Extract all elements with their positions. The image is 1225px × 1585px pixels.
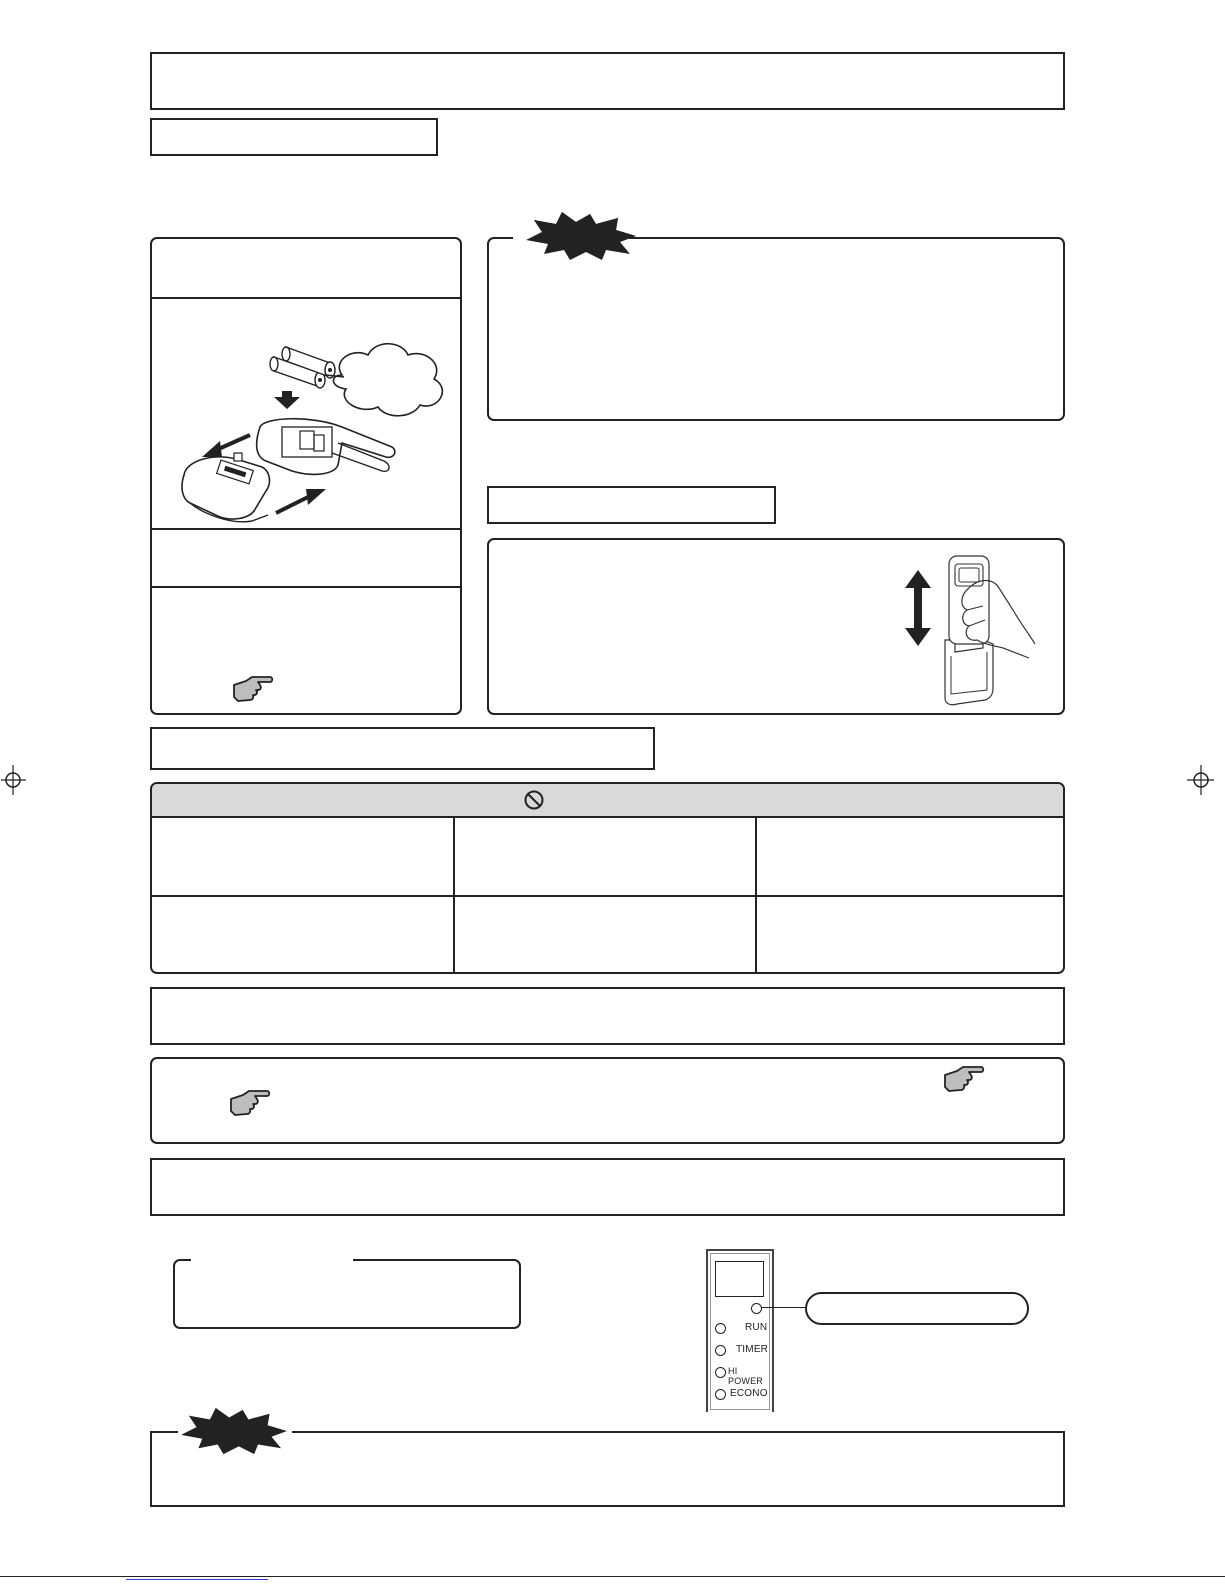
prohibited-locations-table — [150, 782, 1065, 974]
note-panel — [487, 237, 1065, 421]
prohibited-icon — [523, 789, 545, 811]
timer-label: TIMER — [736, 1344, 769, 1355]
battery-install-panel — [150, 237, 462, 715]
registration-mark-right — [1184, 762, 1216, 798]
section-heading-battery — [150, 118, 438, 156]
hi-power-label: HI POWER — [728, 1366, 764, 1386]
note-burst-icon-overlay — [522, 210, 640, 262]
registration-mark-left — [0, 762, 28, 798]
table-header — [152, 784, 1063, 818]
receiver-callout — [805, 1292, 1029, 1325]
battery-insertion-illustration — [162, 335, 454, 531]
indicator-panel — [706, 1249, 774, 1412]
timer-lamp — [715, 1345, 726, 1356]
remote-in-holder-illustration — [939, 548, 1039, 708]
pointing-hand-icon — [232, 675, 274, 705]
remote-holder-panel — [487, 538, 1065, 715]
info-box-3 — [150, 1158, 1065, 1216]
double-arrow-icon — [903, 568, 933, 648]
callout-leader-line — [761, 1307, 807, 1308]
info-box-1 — [150, 987, 1065, 1045]
run-lamp — [715, 1323, 726, 1334]
econo-lamp — [715, 1389, 726, 1400]
hi-power-lamp — [715, 1367, 726, 1378]
page-footer-line — [0, 1576, 1225, 1577]
footer-link-underline[interactable] — [126, 1579, 268, 1580]
econo-label: ECONO — [730, 1388, 768, 1399]
pointing-hand-icon — [229, 1089, 271, 1119]
small-note-frame — [173, 1259, 521, 1329]
receiver-led — [751, 1303, 762, 1314]
receiver-window — [715, 1261, 764, 1297]
note-burst-icon — [176, 1406, 292, 1456]
section-heading-location — [150, 727, 655, 770]
page-header-box — [150, 52, 1065, 110]
section-heading-holder — [487, 486, 776, 524]
pointing-hand-icon — [943, 1065, 985, 1095]
info-box-2 — [150, 1057, 1065, 1144]
run-label: RUN — [745, 1322, 768, 1333]
